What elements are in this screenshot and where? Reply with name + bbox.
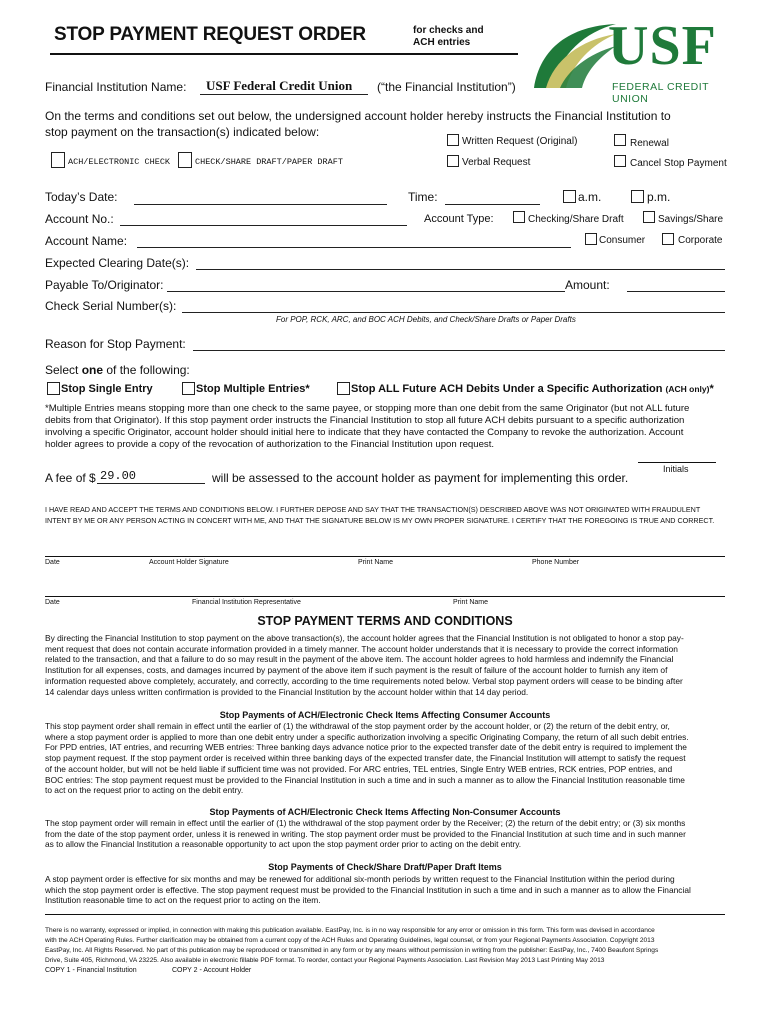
nonconsumer-section-title: Stop Payments of ACH/Electronic Check Items Affecting Non-Consumer Accounts bbox=[209, 807, 561, 817]
sig-date-label-1: Date bbox=[45, 559, 60, 566]
clearing-date-field[interactable] bbox=[196, 269, 725, 270]
time-label: Time: bbox=[408, 190, 438, 204]
footer-line: Drive, Suite 405, Richmond, VA 23225. Also available in electronic fillable PDF format. To reorder, contact your Regional Payments Association. Last Revision May 2013 Last Printing May 2013 bbox=[45, 957, 605, 964]
select-suffix: of the following: bbox=[103, 363, 190, 377]
written-request-checkbox[interactable] bbox=[447, 134, 459, 146]
fee-suffix: will be assessed to the account holder as payment for implementing this order. bbox=[212, 471, 629, 485]
note-line: *Multiple Entries means stopping more than one check to the same payee, or stopping more than one debit from the same Originator (but not ALL future bbox=[45, 403, 690, 414]
amount-label: Amount: bbox=[565, 278, 610, 292]
pm-label: p.m. bbox=[647, 190, 671, 204]
ach-label: ACH/ELECTRONIC CHECK bbox=[68, 157, 171, 167]
clearing-date-label: Expected Clearing Date(s): bbox=[45, 256, 190, 270]
terms-intro bbox=[45, 633, 735, 697]
terms-line: By directing the Financial Institution to stop payment on the above transaction(s), the account holder agrees that the Financial Institution is not obligated to honor a stop pay- bbox=[45, 633, 684, 643]
account-no-label: Account No.: bbox=[45, 212, 114, 226]
footer-line: There is no warranty, expressed or implied, in connection with making this publication available. EastPay, Inc. is in no way responsible for any error or omission in this form. This form was devised in accordance bbox=[45, 927, 655, 934]
stop-all-future-checkbox[interactable] bbox=[337, 382, 350, 395]
checking-label: Checking/Share Draft bbox=[528, 214, 624, 225]
savings-checkbox[interactable] bbox=[643, 211, 655, 223]
institution-suffix: (“the Financial Institution”) bbox=[377, 80, 516, 94]
terms-title: STOP PAYMENT TERMS AND CONDITIONS bbox=[257, 614, 513, 628]
stop-multiple-checkbox[interactable] bbox=[182, 382, 195, 395]
reason-label: Reason for Stop Payment: bbox=[45, 337, 186, 351]
initials-label: Initials bbox=[663, 464, 689, 474]
page-title: STOP PAYMENT REQUEST ORDER bbox=[54, 24, 366, 45]
footer-disclaimer bbox=[45, 926, 735, 966]
select-prefix: Select bbox=[45, 363, 82, 377]
multiple-entries-note bbox=[45, 403, 735, 451]
phone-number-label: Phone Number bbox=[532, 559, 580, 566]
stop-all-future-text: Stop ALL Future ACH Debits Under a Specific Authorization bbox=[351, 383, 663, 395]
terms-line: The stop payment order will remain in effect until the earlier of (1) the withdrawal of the stop payment order by the Receiver; (2) the return of the debit entry; or (3) six months bbox=[45, 818, 686, 828]
cancel-stop-checkbox[interactable] bbox=[614, 155, 626, 167]
terms-line: stop payment request. If the stop payment order is received within three banking days of the expected transfer date, the Financial Institution will attempt to satisfy the request bbox=[45, 753, 686, 764]
terms-line: Institution for all expenses, costs, and damages incurred by payment of the above item if such payment is the result of failure of the account holder to furnish any item of bbox=[45, 665, 668, 676]
institution-name[interactable]: USF Federal Credit Union bbox=[206, 78, 353, 93]
footer-divider bbox=[45, 914, 725, 915]
time-field[interactable] bbox=[445, 204, 540, 205]
todays-date-field[interactable] bbox=[134, 204, 387, 205]
institution-name-line bbox=[200, 94, 368, 95]
renewal-label: Renewal bbox=[630, 138, 669, 149]
account-no-field[interactable] bbox=[120, 225, 407, 226]
holder-signature-label: Account Holder Signature bbox=[149, 559, 229, 566]
renewal-checkbox[interactable] bbox=[614, 134, 626, 146]
terms-line: related to the transaction, and that a failure to do so may result in the payment of the above item. The account holder agrees to hold harmless and indemnify the Financial bbox=[45, 654, 674, 665]
fee-amount[interactable]: 29.00 bbox=[100, 469, 137, 483]
savings-label: Savings/Share bbox=[658, 214, 724, 225]
logo-swoosh-icon bbox=[530, 18, 620, 96]
payable-to-label: Payable To/Originator: bbox=[45, 278, 164, 292]
initials-field[interactable] bbox=[638, 462, 716, 463]
consumer-label: Consumer bbox=[599, 235, 646, 246]
page-subtitle bbox=[413, 25, 484, 49]
subtitle-line-1: for checks and bbox=[413, 25, 484, 36]
written-request-label: Written Request (Original) bbox=[462, 136, 578, 147]
verbal-request-checkbox[interactable] bbox=[447, 155, 459, 167]
copy-2-label: COPY 2 - Account Holder bbox=[172, 967, 252, 974]
serial-number-label: Check Serial Number(s): bbox=[45, 299, 177, 313]
check-draft-checkbox[interactable] bbox=[178, 152, 192, 168]
check-section-title: Stop Payments of Check/Share Draft/Paper Draft Items bbox=[268, 862, 502, 872]
consumer-section bbox=[45, 721, 735, 796]
select-one-label bbox=[45, 363, 190, 377]
terms-line: to act on the request prior to acting on the debit entry. bbox=[45, 785, 244, 796]
consumer-section-title: Stop Payments of ACH/Electronic Check Items Affecting Consumer Accounts bbox=[219, 710, 551, 720]
serial-note: For POP, RCK, ARC, and BOC ACH Debits, and Check/Share Drafts or Paper Drafts bbox=[276, 315, 576, 324]
representative-label: Financial Institution Representative bbox=[192, 599, 301, 606]
logo-subtext: FEDERAL CREDIT UNION bbox=[612, 81, 709, 105]
signature-line-1[interactable] bbox=[45, 556, 725, 557]
reason-field[interactable] bbox=[193, 350, 725, 351]
intro-line-2: stop payment on the transaction(s) indicated below: bbox=[45, 125, 320, 139]
institution-label: Financial Institution Name: bbox=[45, 80, 187, 94]
terms-line: A stop payment order is effective for six months and may be renewed for additional six-month periods by written request to the Financial Institution within the period during bbox=[45, 874, 675, 884]
usf-logo bbox=[530, 15, 742, 105]
intro-line-1: On the terms and conditions set out below, the undersigned account holder hereby instructs the Financial Institution to bbox=[45, 109, 671, 123]
terms-line: This stop payment order shall remain in effect until the earlier of (1) the withdrawal of the stop payment order by the account holder, or (2) the return of the debit entry, or, bbox=[45, 721, 670, 731]
note-line: debits from that Originator). If this stop payment order instructs the Financial Institution to stop all future ACH debits pursuant to a specific authorization bbox=[45, 415, 685, 426]
checking-checkbox[interactable] bbox=[513, 211, 525, 223]
ach-only-star: * bbox=[709, 383, 714, 395]
account-name-label: Account Name: bbox=[45, 234, 128, 248]
stop-single-checkbox[interactable] bbox=[47, 382, 60, 395]
print-name-label-2: Print Name bbox=[453, 599, 489, 606]
subtitle-line-2: ACH entries bbox=[413, 37, 471, 48]
corporate-label: Corporate bbox=[678, 235, 723, 246]
payable-to-field[interactable] bbox=[167, 291, 565, 292]
stop-single-label: Stop Single Entry bbox=[61, 383, 153, 395]
title-underline bbox=[50, 53, 518, 55]
ach-checkbox[interactable] bbox=[51, 152, 65, 168]
fee-prefix: A fee of $ bbox=[45, 471, 96, 485]
terms-line: 14 calendar days unless written confirmation is provided to the Financial Institution by the account holder within that 14 day period. bbox=[45, 686, 529, 697]
terms-line: which the stop payment order is effective. The stop payment request must be provided to the Financial Institution in such a time and in such a manner as to allow the Financial bbox=[45, 884, 691, 895]
verbal-request-label: Verbal Request bbox=[462, 157, 531, 168]
amount-field[interactable] bbox=[627, 291, 725, 292]
cancel-stop-label: Cancel Stop Payment bbox=[630, 158, 727, 169]
terms-line: Institution reasonable time to act on the request prior to acting on the item. bbox=[45, 895, 321, 906]
terms-line: where a stop payment order is applied to more than one debit entry under a specific authorization involving a specific Originating Company, the return of all such debit entries. bbox=[45, 731, 689, 742]
note-line: involving a specific Originator, account holder should initial here to indicate that they have contacted the Company to revoke the authorization. Account bbox=[45, 427, 684, 438]
serial-number-field[interactable] bbox=[182, 312, 725, 313]
am-label: a.m. bbox=[578, 190, 602, 204]
copy-1-label: COPY 1 - Financial Institution bbox=[45, 967, 137, 974]
certify-line: INTENT BY ME OR ANY PERSON ACTING IN CONCERT WITH ME, AND THAT THE SIGNATURE BELOW IS MY OWN PROPER SIGNATURE. I CERTIFY THAT THE FOREGOING IS TRUE AND CORRECT. bbox=[45, 516, 715, 525]
logo-text: USF bbox=[608, 15, 717, 77]
stop-all-future-label bbox=[351, 383, 714, 395]
check-draft-label: CHECK/SHARE DRAFT/PAPER DRAFT bbox=[195, 157, 343, 167]
sig-date-label-2: Date bbox=[45, 599, 60, 606]
footer-line: EastPay, Inc. All Rights Reserved. No part of this publication may be reproduced or transmitted in any form or by any means without permission in writing from the publisher: EastPay, Inc., 7400 Beaufont Springs bbox=[45, 947, 659, 954]
terms-line: For PPD entries, IAT entries, and recurring WEB entries: Three banking days advance notice prior to the expected transfer date of the debit entry is required to implement the bbox=[45, 742, 687, 753]
ach-only-note: (ACH only) bbox=[665, 384, 710, 394]
todays-date-label: Today’s Date: bbox=[45, 190, 118, 204]
terms-line: from the date of the stop payment order, unless it is renewed in writing. The stop payment order must be provided to the Financial Institution at such time and in such manner bbox=[45, 828, 686, 839]
terms-line: ment request that does not contain accurate information provided in a timely manner. The account holder understands that it is necessary to provide the correct information bbox=[45, 643, 678, 654]
stop-multiple-label: Stop Multiple Entries* bbox=[196, 383, 310, 395]
certify-line: I HAVE READ AND ACCEPT THE TERMS AND CONDITIONS BELOW. I FURTHER DEPOSE AND SAY THAT THE TRANSACTION(S) DESCRIBED ABOVE WAS NOT ORIGINATED WITH FRAUDULENT bbox=[45, 505, 701, 514]
terms-line: information requested above completely, accurately, and correctly, according to the time requirements noted below. Verbal stop payment orders will cease to be binding after bbox=[45, 675, 683, 686]
terms-line: BOC entries: The stop payment request must be provided to the Financial Institution in such a time and in such a manner as to allow the Financial Institution reasonable time bbox=[45, 774, 685, 785]
corporate-checkbox[interactable] bbox=[662, 233, 674, 245]
consumer-checkbox[interactable] bbox=[585, 233, 597, 245]
terms-line: of the account holder, but will not be held liable if sufficient time was not provided. For ARC entries, TEL entries, Single Entry WEB entries, RCK entries, POP entries, and bbox=[45, 763, 673, 774]
fee-amount-line bbox=[97, 483, 205, 484]
check-section bbox=[45, 874, 735, 906]
footer-line: with the ACH Operating Rules. Further clarification may be obtained from a current copy of the ACH Rules and Operating Guidelines, legal counsel, or from your Regional Payments Association. Copyright 2013 bbox=[45, 937, 655, 944]
account-type-label: Account Type: bbox=[424, 213, 494, 225]
certify-statement bbox=[45, 504, 735, 526]
select-one-emphasis: one bbox=[81, 363, 104, 377]
pm-checkbox[interactable] bbox=[631, 190, 644, 203]
print-name-label-1: Print Name bbox=[358, 559, 394, 566]
signature-line-2[interactable] bbox=[45, 596, 725, 597]
nonconsumer-section bbox=[45, 818, 735, 850]
note-line: holder agrees to provide a copy of the revocation of authorization to the Financial Institution upon request. bbox=[45, 439, 495, 450]
terms-line: as to allow the Financial Institution a reasonable opportunity to act upon the stop payment order prior to acting on the debit entry. bbox=[45, 839, 522, 850]
am-checkbox[interactable] bbox=[563, 190, 576, 203]
account-name-field[interactable] bbox=[137, 247, 571, 248]
